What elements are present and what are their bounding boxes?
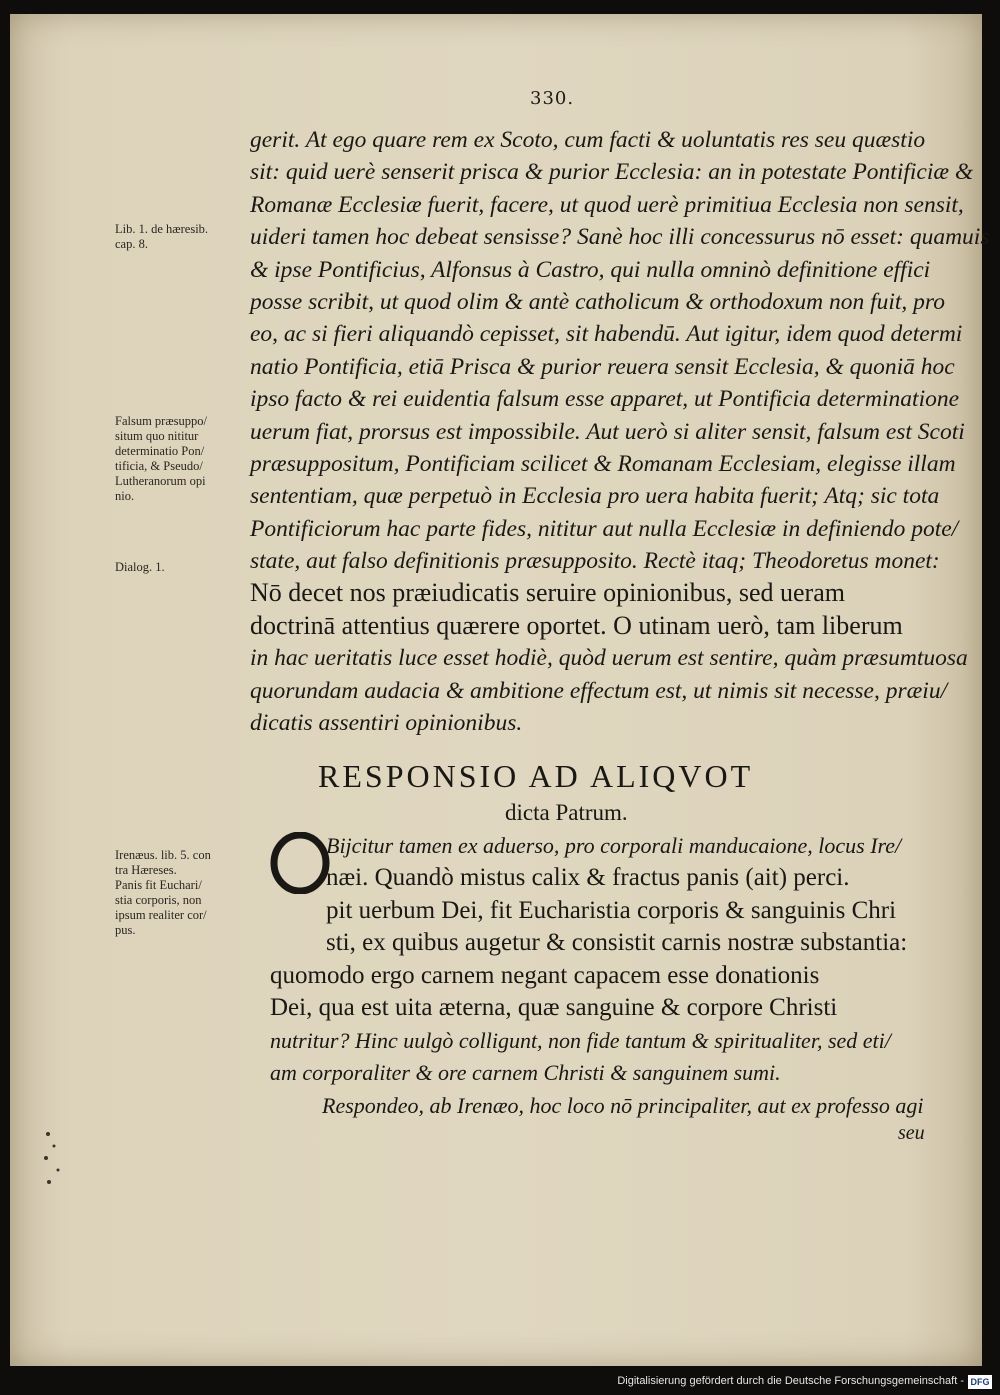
margin-note-2 [115,414,207,504]
margin-note-line: Falsum præsuppo/ [115,414,208,428]
margin-note-line: situm quo nititur [115,429,199,443]
text-line: gerit. At ego quare rem ex Scoto, cum facti & uoluntatis res seu quæstio [250,127,926,153]
section-body [270,960,930,1090]
text-line: quorundam audacia & ambitione effectum est, ut nimis sit necesse, præiu/ [250,677,948,704]
text-line: pit uerbum Dei, fit Eucharistia corporis & sanguinis Chri [326,896,897,924]
text-line: Nō decet nos præiudicatis seruire opinionibus, sed ueram [250,578,845,608]
text-line: uerum fiat, prorsus est impossibile. Aut uerò si aliter sensit, falsum est Scoti [250,418,965,445]
text-line: in hac ueritatis luce esset hodiè, quòd uerum est sentire, quàm præsumtuosa [250,645,968,672]
margin-note-line: stia corporis, non [115,893,202,907]
text-line: Pontificiorum hac parte fides, nititur aut nulla Ecclesiæ in definiendo pote/ [250,515,959,542]
margin-note-4 [115,848,211,938]
footer-credit: Digitalisierung gefördert durch die Deutsche Forschungsgemeinschaft - [617,1375,964,1387]
text-line: sti, ex quibus augetur & consistit carnis nostræ substantia: [326,929,908,957]
page-number: 330. [530,88,575,109]
text-line: natio Pontificia, etiā Prisca & purior reuera sensit Ecclesia, & quoniā hoc [250,353,955,380]
margin-note-line: Panis fit Euchari/ [115,878,202,892]
text-line: uideri tamen hoc debeat sensisse? Sanè hoc illi concessurus nō esset: quamuis [250,224,990,251]
dfg-logo: DFG [968,1375,992,1389]
text-line: Bijcitur tamen ex aduerso, pro corporali manducaione, locus Ire/ [326,833,902,858]
text-line: Dei, qua est uita æterna, quæ sanguine & corpore Christi [270,994,838,1022]
margin-note-line: tificia, & Pseudo/ [115,459,203,473]
margin-note-line: Dialog. 1. [115,560,165,574]
main-text-block [250,124,990,739]
margin-note-line: nio. [115,489,135,503]
margin-note-line: Lib. 1. de hæresib. [115,222,209,236]
text-line: næi. Quandò mistus calix & fractus panis (ait) perci. [326,864,850,892]
text-line: posse scribit, ut quod olim & antè catholicum & orthodoxum non fuit, pro [250,288,945,315]
margin-note-line: ipsum realiter cor/ [115,908,207,922]
margin-note-line: Lutheranorum opi [115,474,206,488]
section-heading: RESPONSIO AD ALIQVOT [318,758,754,794]
text-line: Romanæ Ecclesiæ fuerit, facere, ut quod uerè primitiua Ecclesia non sensit, [250,191,964,218]
margin-note-3 [115,560,165,575]
text-line: præsuppositum, Pontificiam scilicet & Romanam Ecclesiam, elegisse illam [250,450,956,477]
text-line: sit: quid uerè senserit prisca & purior Ecclesia: an in potestate Pontificiæ & [250,159,974,186]
margin-note-line: tra Hæreses. [115,863,177,877]
section-subheading: dicta Patrum. [505,800,628,825]
margin-note-line: pus. [115,923,136,937]
text-line: sententiam, quæ perpetuò in Ecclesia pro uera habita fuerit; Atq; sic tota [250,483,940,510]
text-line: ipso facto & rei euidentia falsum esse apparet, ut Pontificia determinatione [250,386,960,413]
section-body-continued [322,1090,932,1122]
page-stain [40,1124,70,1194]
catchword: seu [898,1122,925,1144]
text-line: am corporaliter & ore carnem Christi & sanguinem sumi. [270,1060,781,1086]
text-line: Respondeo, ab Irenæo, hoc loco nō principaliter, aut ex professo agi [322,1093,924,1118]
section-body-initial [326,830,936,960]
margin-note-line: determinatio Pon/ [115,444,205,458]
text-line: eo, ac si fieri aliquandò cepisset, sit habendū. Aut igitur, idem quod determi [250,321,963,348]
margin-note-line: cap. 8. [115,237,148,251]
margin-note-1 [115,222,208,252]
text-line: quomodo ergo carnem negant capacem esse donationis [270,962,820,989]
margin-note-line: Irenæus. lib. 5. con [115,848,211,862]
text-line: dicatis assentiri opinionibus. [250,710,523,737]
text-line: state, aut falso definitionis præsupposito. Rectè itaq; Theodoretus monet: [250,548,940,575]
text-line: doctrinā attentius quærere oportet. O utinam uerò, tam liberum [250,610,903,640]
text-line: & ipse Pontificius, Alfonsus à Castro, qui nulla omninò definitione effici [250,256,931,283]
text-line: nutritur? Hinc uulgò colligunt, non fide tantum & spiritualiter, sed eti/ [270,1027,891,1053]
dropcap-o-icon [270,832,330,894]
